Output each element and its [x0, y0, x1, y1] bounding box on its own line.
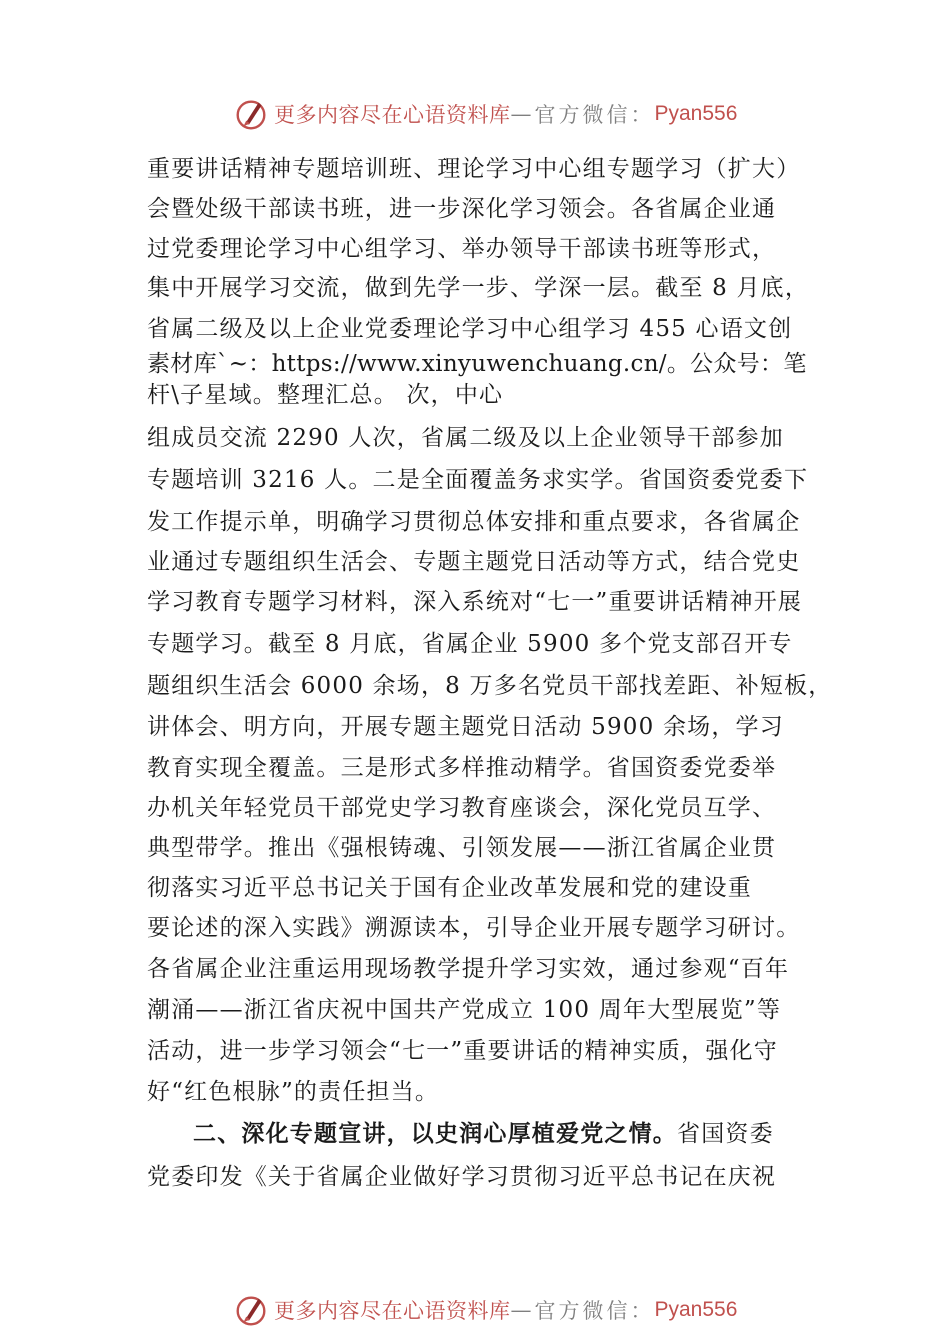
body-line: 典型带学。推出《强根铸魂、引领发展——浙江省属企业贯 — [147, 835, 777, 861]
body-line: 过党委理论学习中心组学习、举办领导干部读书班等形式， — [147, 236, 777, 262]
body-line: 潮涌——浙江省庆祝中国共产党成立 100 周年大型展览”等 — [147, 997, 782, 1023]
body-line: 各省属企业注重运用现场教学提升学习实效，通过参观“百年 — [147, 956, 790, 982]
watermark-label: 官方微信： — [534, 103, 655, 127]
body-line: 专题学习。截至 8 月底，省属企业 5900 多个党支部召开专 — [147, 631, 793, 657]
body-line: 学习教育专题学习材料，深入系统对“七一”重要讲话精神开展 — [147, 589, 803, 615]
body-line: 要论述的深入实践》溯源读本，引导企业开展专题学习研讨。 — [147, 915, 801, 941]
section-heading: 二、深化专题宣讲，以史润心厚植爱党之情。 — [193, 1120, 677, 1147]
watermark-wechat-id: Pyan556 — [654, 1298, 738, 1321]
body-line: 省属二级及以上企业党委理论学习中心组学习 455 心语文创 — [147, 316, 793, 342]
body-line: 彻落实习近平总书记关于国有企业改革发展和党的建设重 — [147, 875, 752, 901]
pen-nib-circle-icon — [232, 95, 270, 133]
watermark-label: 官方微信： — [534, 1299, 655, 1323]
watermark-dash: — — [510, 1298, 535, 1322]
body-line: 办机关年轻党员干部党史学习教育座谈会，深化党员互学、 — [147, 795, 777, 821]
body-line: 专题培训 3216 人。二是全面覆盖务求实学。省国资委党委下 — [147, 467, 809, 493]
body-line: 党委印发《关于省属企业做好学习贯彻习近平总书记在庆祝 — [147, 1164, 777, 1190]
body-line-inserted-link: 素材库`~：https://www.xinyuwenchuang.cn/。公众号：笔 — [147, 351, 807, 377]
watermark-dash: — — [510, 102, 535, 126]
body-line: 组成员交流 2290 人次，省属二级及以上企业领导干部参加 — [147, 425, 784, 451]
section-heading-line — [193, 1119, 774, 1149]
body-line: 杆\子星域。整理汇总。 次，中心 — [147, 382, 504, 408]
watermark-site-text: 更多内容尽在心语资料库 — [274, 1299, 511, 1323]
body-line: 题组织生活会 6000 余场，8 万多名党员干部找差距、补短板， — [147, 673, 833, 699]
body-line: 会暨处级干部读书班，进一步深化学习领会。各省属企业通 — [147, 196, 777, 222]
body-line: 活动，进一步学习领会“七一”重要讲话的精神实质，强化守 — [147, 1038, 778, 1064]
body-line: 集中开展学习交流，做到先学一步、学深一层。截至 8 月底， — [147, 275, 810, 301]
body-line: 好“红色根脉”的责任担当。 — [147, 1079, 440, 1105]
pen-nib-circle-icon — [232, 1291, 270, 1329]
watermark-wechat-id: Pyan556 — [654, 102, 738, 125]
body-line: 发工作提示单，明确学习贯彻总体安排和重点要求，各省属企 — [147, 509, 801, 535]
footer-watermark — [232, 1290, 737, 1330]
watermark-site-text: 更多内容尽在心语资料库 — [274, 103, 511, 127]
section-heading-rest: 省国资委 — [677, 1121, 774, 1147]
body-line: 业通过专题组织生活会、专题主题党日活动等方式，结合党史 — [147, 549, 801, 575]
body-line: 教育实现全覆盖。三是形式多样推动精学。省国资委党委举 — [147, 755, 777, 781]
header-watermark — [232, 94, 737, 134]
body-line: 重要讲话精神专题培训班、理论学习中心组专题学习（扩大） — [147, 156, 801, 182]
body-line: 讲体会、明方向，开展专题主题党日活动 5900 余场，学习 — [147, 714, 784, 740]
